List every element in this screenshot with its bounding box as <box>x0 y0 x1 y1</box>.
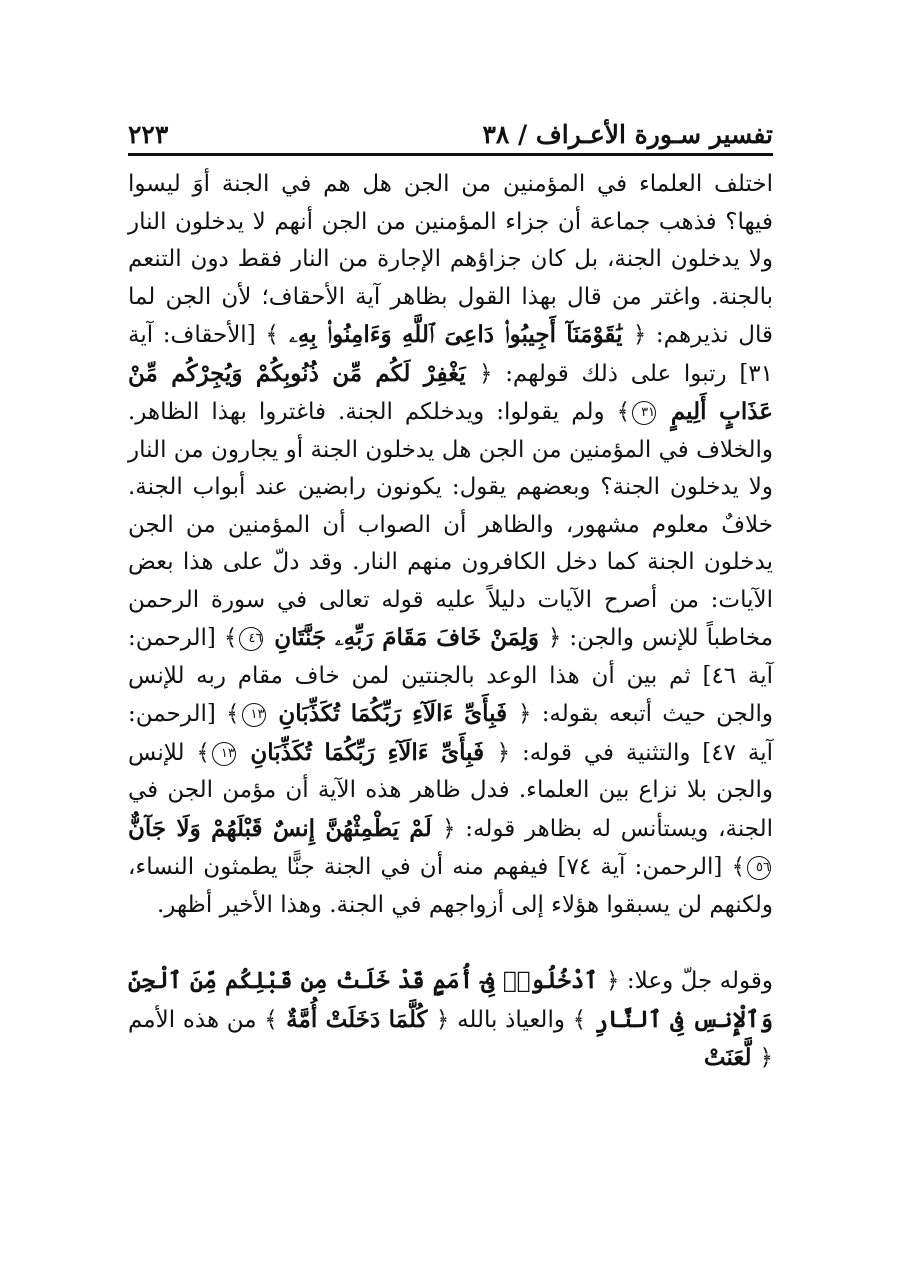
verse-number-marker: ١٣ <box>212 742 236 766</box>
quran-bracket-close: ﴾ <box>196 739 210 766</box>
quran-bracket-close: ﴾ <box>264 1006 278 1033</box>
paragraph-2 <box>128 962 773 1078</box>
text-segment: والعياذ بالله <box>457 1006 565 1033</box>
quran-text: يَٰقَوْمَنَآ أَجِيبُوا۟ دَاعِىَ ٱللَّهِ وَءَامِنُوا۟ بِهِۦ <box>289 321 623 348</box>
quran-bracket-open: ﴿ <box>442 815 456 842</box>
quran-quote <box>224 624 561 651</box>
text-segment: ولم يقولوا: ويدخلكم الجنة. فاغتروا بهذا الظاهر. والخلاف في المؤمنين من الجن هل يدخلون الجنة أو يجارون من النار ولا يدخلون الجنة؟ وبعضهم يقول: يكونون رابضين عند أبواب الجنة. خلافٌ معلوم مشهور، والظاهر أن الصواب أن المؤمنين من الجن يدخلون الجنة كما دخل الكافرون منهم النار. وقد دلّ على هذا بعض الآيات: من أصرح الآيات دليلاً عليه قوله تعالى في سورة الرحمن مخاطباً للإنس والجن: <box>128 399 774 651</box>
text-segment: [الرحمن: آية ٧٤] فيفهم منه أن في الجنة جنًّا يطمثون النساء، ولكنهم لن يسبقوا هؤلاء إلى أزواجهم في الجنة. وهذا الأخير أظهر. <box>128 854 773 918</box>
quran-bracket-close: ﴾ <box>731 854 746 880</box>
text-segment: وقوله جلّ وعلا: <box>626 968 774 994</box>
quran-text: لَمْ يَطْمِثْهُنَّ إِنسٌ قَبْلَهُمْ وَلَا جَآنٌّ <box>128 814 432 842</box>
quran-bracket-open: ﴿ <box>759 1045 773 1071</box>
quran-text: فَبِأَىِّ ءَالَآءِ رَبِّكُمَا تُكَذِّبَانِ <box>250 738 485 766</box>
quran-bracket-close: ﴾ <box>265 322 279 348</box>
quran-bracket-open: ﴿ <box>632 322 647 348</box>
quran-text: لَّعَنَتْ <box>703 1044 752 1071</box>
running-header <box>128 112 773 152</box>
text-segment: [الرحمن: آية ٤٧] والتثنية في قوله: <box>128 701 773 766</box>
text-segment: [الأحقاف: آية ٣١] رتبوا على ذلك قولهم: <box>128 322 774 387</box>
page-number: ٢٢٣ <box>128 120 169 149</box>
quran-bracket-open: ﴿ <box>479 360 493 387</box>
verse-number-marker: ١٣ <box>242 703 266 727</box>
quran-bracket-open: ﴿ <box>518 701 532 727</box>
paragraph-1 <box>128 166 773 924</box>
quran-text: يَغْفِرْ لَكُم مِّن ذُنُوبِكُمْ وَيُجِرْكُم مِّنْ عَذَابٍ أَلِيمٍ <box>128 359 774 425</box>
quran-bracket-close: ﴾ <box>616 399 631 425</box>
quran-bracket-close: ﴾ <box>572 1006 587 1033</box>
verse-number-marker: ٤٦ <box>239 627 263 651</box>
text-segment: للإنس والجن بلا نزاع بين العلماء. فدل ظاهر هذه الآية أن مؤمن الجن في الجنة، ويستأنس له بظاهر قوله: <box>128 739 774 842</box>
quran-bracket-close: ﴾ <box>223 625 238 651</box>
quran-text: وَلِمَنْ خَافَ مَقَامَ رَبِّهِۦ جَنَّتَانِ <box>274 624 540 651</box>
verse-number-marker: ٣١ <box>632 401 656 425</box>
quran-text: فَبِأَىِّ ءَالَآءِ رَبِّكُمَا تُكَذِّبَانِ <box>278 700 508 727</box>
quran-quote <box>704 1044 773 1071</box>
text-segment: اختلف العلماء في المؤمنين من الجن هل هم في الجنة أوَ ليسوا فيها؟ فذهب جماعة أن جزاء المؤمنين من الجن أنهم لا يدخلون النار ولا يدخلون الجنة، بل كان جزاؤهم الإجارة من النار فقط دون التنعم بالجنة. واغتر من قال بهذا القول بظاهر آية الأحقاف؛ لأن الجن لما قال نذيرهم: <box>128 171 774 348</box>
quran-quote <box>226 700 531 727</box>
header-rule <box>128 153 773 156</box>
text-segment: [الرحمن: آية ٤٦] ثم بين أن هذا الوعد بالجنتين لمن خاف مقام ربه للإنس والجن حيث أتبعه بقوله: <box>128 625 774 727</box>
quran-quote <box>264 1006 449 1033</box>
quran-text: ٱدْخُلُوا۟ فِىٓ أُمَمٍ قَدْ خَلَتْ مِن قَبْلِكُم مِّنَ ٱلْجِنِّ وَٱلْإِنسِ فِى ٱلنَّارِ <box>128 967 774 1033</box>
quran-quote <box>196 739 510 766</box>
quran-bracket-open: ﴿ <box>496 739 511 766</box>
quran-quote <box>265 321 646 348</box>
quran-bracket-close: ﴾ <box>226 701 240 727</box>
verse-number-marker: ٥٦ <box>747 856 771 880</box>
quran-bracket-open: ﴿ <box>547 625 562 651</box>
quran-bracket-open: ﴿ <box>435 1006 450 1033</box>
body-text <box>128 166 773 1078</box>
quran-text: كُلَّمَا دَخَلَتْ أُمَّةٌ <box>286 1005 428 1033</box>
header-title: تفسير سـورة الأعـراف / ٣٨ <box>482 120 773 149</box>
text-segment: من هذه الأمم <box>128 1006 257 1033</box>
quran-bracket-open: ﴿ <box>606 968 620 994</box>
